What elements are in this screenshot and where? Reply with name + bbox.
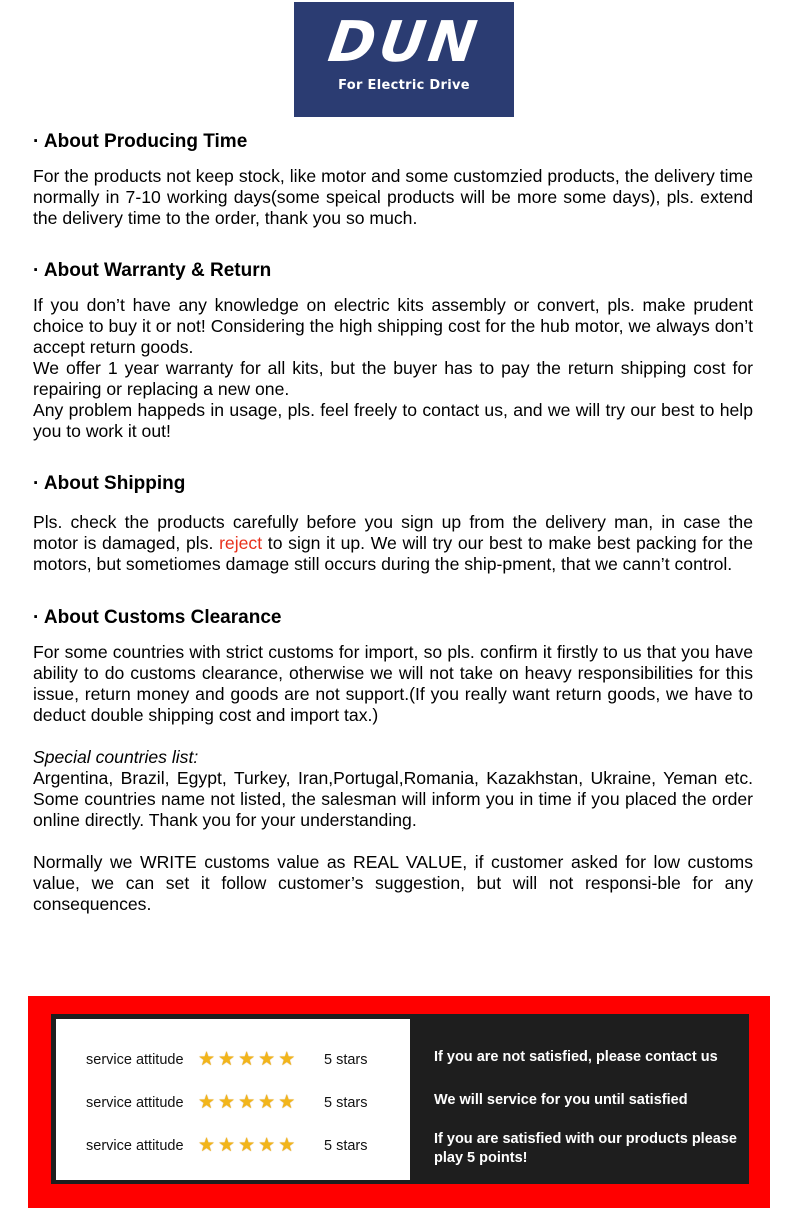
customs-value-note: Normally we WRITE customs value as REAL VALUE, if customer asked for low customs value, we can set it follow customer’s suggestion, but will not responsi-ble for any consequences. (33, 852, 753, 914)
section-title-producing-time: · About Producing Time (33, 131, 248, 152)
policy-content (33, 128, 753, 915)
rating-row (86, 1092, 368, 1114)
rating-value: 5 stars (324, 1095, 368, 1111)
star-icon: ★ (258, 1135, 276, 1156)
logo-mark: DUN (324, 10, 485, 75)
star-icon: ★ (218, 1135, 236, 1156)
star-icon: ★ (198, 1049, 216, 1070)
section-title-customs-clearance: · About Customs Clearance (33, 607, 282, 628)
rating-label: service attitude (86, 1138, 184, 1154)
shipping-text (33, 512, 753, 575)
shipping-text-after: to sign it up. We will try our best to make best packing for the motors, but sometiomes damage still occurs during the ship-pment, that we cann’t control. (33, 533, 753, 574)
section-title-shipping: · About Shipping (33, 473, 186, 494)
star-icon: ★ (258, 1092, 276, 1113)
star-icon: ★ (258, 1049, 276, 1070)
rating-box (56, 1019, 410, 1180)
special-countries-text: Argentina, Brazil, Egypt, Turkey, Iran,Portugal,Romania, Kazakhstan, Ukraine, Yeman etc. Some countries name not listed, the salesman will inform you in time if you placed the order online directly. Thank you for your understanding. (33, 768, 753, 830)
banner-inner-panel (51, 1014, 749, 1184)
message-not-satisfied: If you are not satisfied, please contact us (434, 1049, 718, 1065)
warranty-text-2: We offer 1 year warranty for all kits, but the buyer has to pay the return shipping cost for repairing or replacing a new one. (33, 358, 753, 399)
rating-row (86, 1049, 368, 1071)
star-icon: ★ (238, 1049, 256, 1070)
rating-label: service attitude (86, 1095, 184, 1111)
shipping-highlight: reject (219, 533, 263, 553)
message-service-until-satisfied: We will service for you until satisfied (434, 1092, 688, 1108)
warranty-text-1: If you don’t have any knowledge on electric kits assembly or convert, pls. make prudent choice to buy it or not! Considering the high shipping cost for the hub motor, we always don’t accept return goods. (33, 295, 753, 357)
star-icon: ★ (238, 1135, 256, 1156)
rating-label: service attitude (86, 1052, 184, 1068)
star-icon: ★ (238, 1092, 256, 1113)
shipping-text-before: Pls. check the products carefully before you sign up from the delivery man, in case the motor is damaged, pls. (33, 512, 753, 553)
star-icon: ★ (278, 1092, 296, 1113)
star-icon: ★ (198, 1135, 216, 1156)
section-title-warranty-return: · About Warranty & Return (33, 260, 272, 281)
star-icon: ★ (278, 1049, 296, 1070)
star-rating (198, 1050, 320, 1070)
service-rating-banner (28, 996, 770, 1208)
star-icon: ★ (278, 1135, 296, 1156)
special-countries-label: Special countries list: (33, 747, 199, 767)
message-play-5-points: If you are satisfied with our products please play 5 points! (434, 1131, 737, 1166)
rating-value: 5 stars (324, 1138, 368, 1154)
rating-row (86, 1135, 368, 1157)
star-rating (198, 1093, 320, 1113)
warranty-text-3: Any problem happeds in usage, pls. feel freely to contact us, and we will try our best to help you to work it out! (33, 400, 753, 441)
producing-time-text: For the products not keep stock, like motor and some customzied products, the delivery time normally in 7-10 working days(some speical products will be more some days), pls. extend the delivery time to the order, thank you so much. (33, 166, 753, 228)
star-icon: ★ (198, 1092, 216, 1113)
brand-logo (294, 2, 514, 117)
customs-text: For some countries with strict customs for import, so pls. confirm it firstly to us that you have ability to do customs clearance, otherwise we will not take on heavy responsibilities for this issue, return money and goods are not support.(If you really want return goods, we have to deduct double shipping cost and import tax.) (33, 642, 753, 725)
star-icon: ★ (218, 1092, 236, 1113)
star-icon: ★ (218, 1049, 236, 1070)
star-rating (198, 1136, 320, 1156)
rating-value: 5 stars (324, 1052, 368, 1068)
logo-tagline: For Electric Drive (338, 78, 470, 93)
